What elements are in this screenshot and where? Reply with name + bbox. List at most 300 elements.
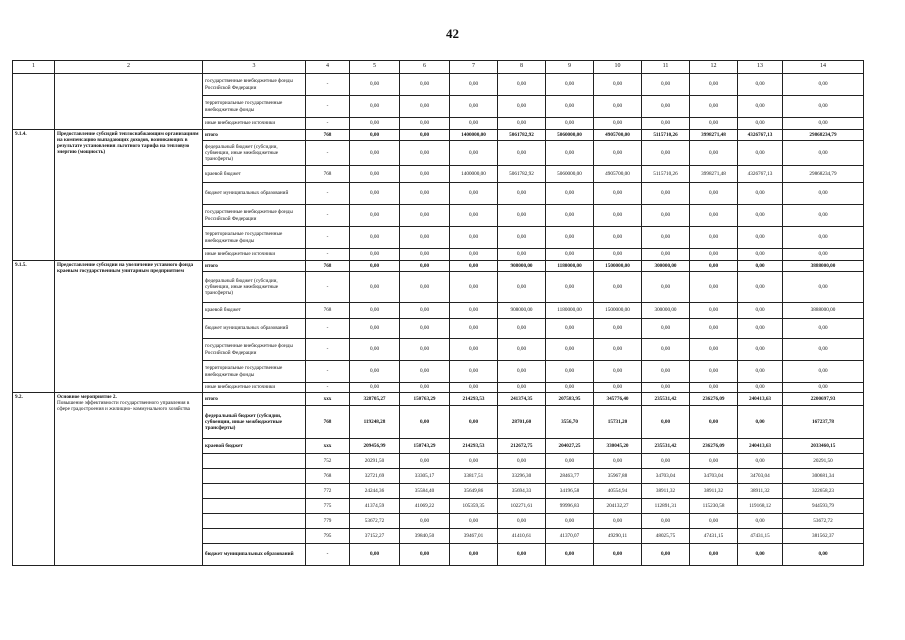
value-cell: 0,00 xyxy=(546,205,594,227)
value-cell: 0,00 xyxy=(783,96,864,118)
value-cell: 0,00 xyxy=(690,514,738,529)
item-code: 9.1.5. xyxy=(13,261,55,393)
value-cell: 0,00 xyxy=(690,118,738,130)
value-cell: 0,00 xyxy=(350,383,400,393)
header-cell-3: 3 xyxy=(203,61,306,74)
source-label: территориальные государственные внебюджетные фонды xyxy=(203,361,306,383)
value-cell: 0,00 xyxy=(546,544,594,566)
source-label: краевой бюджет xyxy=(203,439,306,454)
grbs-code: 768 xyxy=(306,406,350,439)
value-cell: 0,00 xyxy=(400,261,450,272)
item-code: 9.2. xyxy=(13,393,55,566)
source-label: государственные внебюджетные фонды Российской Федерации xyxy=(203,339,306,361)
value-cell: 4905700,00 xyxy=(594,166,642,183)
header-cell-14: 14 xyxy=(783,61,864,74)
value-cell: 0,00 xyxy=(783,141,864,166)
value-cell: 0,00 xyxy=(783,319,864,339)
value-cell: 29868234,79 xyxy=(783,166,864,183)
value-cell: 0,00 xyxy=(690,383,738,393)
header-cell-2: 2 xyxy=(55,61,203,74)
value-cell: 0,00 xyxy=(498,514,546,529)
value-cell: 150763,29 xyxy=(400,393,450,406)
source-label: краевой бюджет xyxy=(203,303,306,319)
value-cell: 0,00 xyxy=(350,261,400,272)
value-cell: 35967,88 xyxy=(594,469,642,484)
value-cell: 0,00 xyxy=(738,319,783,339)
value-cell: 0,00 xyxy=(350,74,400,96)
value-cell: 0,00 xyxy=(783,272,864,303)
value-cell: 28701,60 xyxy=(498,406,546,439)
value-cell: 0,00 xyxy=(690,249,738,261)
value-cell: 0,00 xyxy=(783,339,864,361)
value-cell: 0,00 xyxy=(450,205,498,227)
value-cell: 0,00 xyxy=(738,141,783,166)
value-cell: 0,00 xyxy=(690,454,738,469)
value-cell: 1180000,00 xyxy=(546,261,594,272)
value-cell: 0,00 xyxy=(450,514,498,529)
value-cell: 119248,28 xyxy=(350,406,400,439)
value-cell: 0,00 xyxy=(400,303,450,319)
item-description xyxy=(55,393,203,566)
value-cell: 0,00 xyxy=(738,383,783,393)
value-cell: 0,00 xyxy=(642,96,690,118)
grbs-code: 768 xyxy=(306,261,350,272)
value-cell: 240413,63 xyxy=(738,439,783,454)
value-cell: 4905700,00 xyxy=(594,130,642,141)
value-cell: 0,00 xyxy=(690,303,738,319)
value-cell: 0,00 xyxy=(450,118,498,130)
value-cell: 908000,00 xyxy=(498,261,546,272)
value-cell: 35649,86 xyxy=(450,484,498,499)
value-cell: 236276,09 xyxy=(690,439,738,454)
value-cell: 0,00 xyxy=(450,303,498,319)
value-cell: 0,00 xyxy=(738,272,783,303)
value-cell: 209456,99 xyxy=(350,439,400,454)
value-cell: 150743,29 xyxy=(400,439,450,454)
table-row xyxy=(13,261,864,272)
value-cell: 0,00 xyxy=(642,183,690,205)
grbs-code: 752 xyxy=(306,454,350,469)
value-cell: 53672,72 xyxy=(783,514,864,529)
value-cell: 0,00 xyxy=(783,183,864,205)
value-cell: 207583,95 xyxy=(546,393,594,406)
value-cell: 5061782,92 xyxy=(498,166,546,183)
value-cell: 345776,40 xyxy=(594,393,642,406)
value-cell: 0,00 xyxy=(642,454,690,469)
value-cell: 0,00 xyxy=(400,272,450,303)
value-cell: 105359,35 xyxy=(450,499,498,514)
source-label: федеральный бюджет (субсидии, субвенции, иные межбюджетные трансферты) xyxy=(203,406,306,439)
grbs-code: - xyxy=(306,183,350,205)
value-cell: 28463,77 xyxy=(546,469,594,484)
source-label: иные внебюджетные источники xyxy=(203,118,306,130)
value-cell: 38911,32 xyxy=(690,484,738,499)
source-label xyxy=(203,484,306,499)
value-cell: 0,00 xyxy=(498,249,546,261)
grbs-code: - xyxy=(306,96,350,118)
value-cell: 0,00 xyxy=(400,319,450,339)
value-cell: 381562,37 xyxy=(783,529,864,544)
item-description xyxy=(55,261,203,393)
source-label xyxy=(203,499,306,514)
value-cell: 300681,34 xyxy=(783,469,864,484)
value-cell: 0,00 xyxy=(400,227,450,249)
value-cell: 115230,58 xyxy=(690,499,738,514)
value-cell: 241374,35 xyxy=(498,393,546,406)
item-name: Повышение эффективности государственного управления в сфере градостроения и жилищно- коммунального хозяйства xyxy=(57,400,190,413)
value-cell: 0,00 xyxy=(400,166,450,183)
value-cell: 0,00 xyxy=(450,74,498,96)
value-cell: 99996,83 xyxy=(546,499,594,514)
value-cell: 0,00 xyxy=(400,544,450,566)
value-cell: 2033460,15 xyxy=(783,439,864,454)
value-cell: 0,00 xyxy=(594,514,642,529)
value-cell: 3888000,00 xyxy=(783,303,864,319)
value-cell: 0,00 xyxy=(546,272,594,303)
item-code: 9.1.4. xyxy=(13,130,55,261)
value-cell: 0,00 xyxy=(450,249,498,261)
header-cell-10: 10 xyxy=(594,61,642,74)
value-cell: 0,00 xyxy=(450,361,498,383)
value-cell: 2200697,93 xyxy=(783,393,864,406)
value-cell: 0,00 xyxy=(738,361,783,383)
value-cell: 34703,04 xyxy=(738,469,783,484)
value-cell: 0,00 xyxy=(498,74,546,96)
value-cell: 3556,70 xyxy=(546,406,594,439)
value-cell: 20291,50 xyxy=(783,454,864,469)
value-cell: 0,00 xyxy=(400,406,450,439)
value-cell: 40554,94 xyxy=(594,484,642,499)
value-cell: 0,00 xyxy=(498,272,546,303)
value-cell: 5061782,92 xyxy=(498,130,546,141)
value-cell: 0,00 xyxy=(594,74,642,96)
grbs-code: - xyxy=(306,118,350,130)
value-cell: 0,00 xyxy=(642,544,690,566)
value-cell: 944593,79 xyxy=(783,499,864,514)
grbs-code: 772 xyxy=(306,484,350,499)
value-cell: 34703,04 xyxy=(642,469,690,484)
value-cell: 0,00 xyxy=(783,205,864,227)
value-cell: 0,00 xyxy=(642,272,690,303)
value-cell: 49290,11 xyxy=(594,529,642,544)
grbs-code: 779 xyxy=(306,514,350,529)
value-cell: 0,00 xyxy=(400,130,450,141)
value-cell: 47431,15 xyxy=(690,529,738,544)
grbs-code: 795 xyxy=(306,529,350,544)
grbs-code: - xyxy=(306,249,350,261)
value-cell: 0,00 xyxy=(738,514,783,529)
value-cell: 37152,27 xyxy=(350,529,400,544)
value-cell: 0,00 xyxy=(546,74,594,96)
value-cell: 322658,23 xyxy=(783,484,864,499)
value-cell: 29868234,79 xyxy=(783,130,864,141)
value-cell: 0,00 xyxy=(783,74,864,96)
source-label: бюджет муниципальных образований xyxy=(203,183,306,205)
source-label xyxy=(203,469,306,484)
value-cell: 0,00 xyxy=(400,454,450,469)
value-cell: 328705,27 xyxy=(350,393,400,406)
value-cell: 300000,00 xyxy=(642,303,690,319)
value-cell: 0,00 xyxy=(783,383,864,393)
value-cell: 0,00 xyxy=(450,383,498,393)
value-cell: 0,00 xyxy=(350,544,400,566)
value-cell: 0,00 xyxy=(738,249,783,261)
value-cell: 0,00 xyxy=(450,544,498,566)
value-cell: 0,00 xyxy=(350,272,400,303)
grbs-code: - xyxy=(306,227,350,249)
value-cell: 5060000,00 xyxy=(546,166,594,183)
value-cell: 24244,36 xyxy=(350,484,400,499)
value-cell: 41374,59 xyxy=(350,499,400,514)
grbs-code: 768 xyxy=(306,469,350,484)
item-name: Предоставление субсидий теплоснабжающим организациям на компенсацию выпадающих доходов, возникающих в результате установления льготного тарифа на тепловую энергию (мощность) xyxy=(57,131,199,156)
header-cell-8: 8 xyxy=(498,61,546,74)
value-cell: 41370,07 xyxy=(546,529,594,544)
value-cell: 0,00 xyxy=(738,544,783,566)
value-cell: 0,00 xyxy=(498,361,546,383)
value-cell: 0,00 xyxy=(400,183,450,205)
value-cell: 0,00 xyxy=(350,227,400,249)
source-label: территориальные государственные внебюджетные фонды xyxy=(203,227,306,249)
value-cell: 3998271,48 xyxy=(690,166,738,183)
value-cell: 0,00 xyxy=(642,406,690,439)
value-cell: 0,00 xyxy=(400,205,450,227)
value-cell: 0,00 xyxy=(738,227,783,249)
value-cell: 39840,50 xyxy=(400,529,450,544)
value-cell: 0,00 xyxy=(350,183,400,205)
item-description xyxy=(55,74,203,130)
value-cell: 0,00 xyxy=(738,454,783,469)
header-cell-1: 1 xyxy=(13,61,55,74)
header-cell-12: 12 xyxy=(690,61,738,74)
value-cell: 0,00 xyxy=(498,96,546,118)
value-cell: 0,00 xyxy=(594,361,642,383)
value-cell: 0,00 xyxy=(594,96,642,118)
value-cell: 330045,20 xyxy=(594,439,642,454)
value-cell: 1400000,00 xyxy=(450,166,498,183)
value-cell: 0,00 xyxy=(690,319,738,339)
value-cell: 34703,04 xyxy=(690,469,738,484)
value-cell: 0,00 xyxy=(350,166,400,183)
grbs-code: - xyxy=(306,339,350,361)
value-cell: 0,00 xyxy=(450,141,498,166)
value-cell: 0,00 xyxy=(450,454,498,469)
value-cell: 38911,32 xyxy=(642,484,690,499)
value-cell: 53672,72 xyxy=(350,514,400,529)
source-label: итого xyxy=(203,393,306,406)
value-cell: 0,00 xyxy=(594,272,642,303)
value-cell: 0,00 xyxy=(498,227,546,249)
header-cell-4: 4 xyxy=(306,61,350,74)
value-cell: 0,00 xyxy=(642,339,690,361)
value-cell: 0,00 xyxy=(642,227,690,249)
value-cell: 0,00 xyxy=(546,454,594,469)
table-row xyxy=(13,130,864,141)
value-cell: 0,00 xyxy=(783,249,864,261)
value-cell: 0,00 xyxy=(594,454,642,469)
value-cell: 0,00 xyxy=(690,74,738,96)
value-cell: 0,00 xyxy=(642,319,690,339)
value-cell: 119168,12 xyxy=(738,499,783,514)
grbs-code: - xyxy=(306,319,350,339)
value-cell: 3998271,48 xyxy=(690,130,738,141)
value-cell: 5115710,26 xyxy=(642,130,690,141)
value-cell: 1500000,00 xyxy=(594,303,642,319)
value-cell: 0,00 xyxy=(690,96,738,118)
value-cell: 0,00 xyxy=(350,339,400,361)
value-cell: 0,00 xyxy=(738,261,783,272)
value-cell: 235531,42 xyxy=(642,393,690,406)
value-cell: 0,00 xyxy=(450,272,498,303)
value-cell: 235531,42 xyxy=(642,439,690,454)
grbs-code: - xyxy=(306,205,350,227)
grbs-code: xxx xyxy=(306,439,350,454)
value-cell: 0,00 xyxy=(350,141,400,166)
value-cell: 0,00 xyxy=(498,118,546,130)
value-cell: 35584,40 xyxy=(400,484,450,499)
value-cell: 0,00 xyxy=(498,205,546,227)
value-cell: 41410,61 xyxy=(498,529,546,544)
source-label: иные внебюджетные источники xyxy=(203,249,306,261)
value-cell: 4326767,13 xyxy=(738,130,783,141)
source-label: итого xyxy=(203,261,306,272)
budget-table xyxy=(12,60,864,566)
grbs-code: - xyxy=(306,141,350,166)
value-cell: 0,00 xyxy=(546,227,594,249)
value-cell: 0,00 xyxy=(690,544,738,566)
item-description xyxy=(55,130,203,261)
value-cell: 0,00 xyxy=(642,205,690,227)
item-name: Предоставление субсидии на увеличение уставного фонда краевым государственным унитарным предприятием xyxy=(57,262,194,275)
grbs-code: - xyxy=(306,544,350,566)
value-cell: 0,00 xyxy=(450,183,498,205)
source-label: федеральный бюджет (субсидии, субвенции, иные межбюджетные трансферты) xyxy=(203,272,306,303)
source-label xyxy=(203,514,306,529)
value-cell: 0,00 xyxy=(400,249,450,261)
value-cell: 0,00 xyxy=(594,118,642,130)
value-cell: 0,00 xyxy=(400,96,450,118)
value-cell: 0,00 xyxy=(738,205,783,227)
value-cell: 167237,78 xyxy=(783,406,864,439)
value-cell: 0,00 xyxy=(690,272,738,303)
value-cell: 0,00 xyxy=(498,544,546,566)
value-cell: 38911,32 xyxy=(738,484,783,499)
grbs-code: 768 xyxy=(306,303,350,319)
source-label: государственные внебюджетные фонды Российской Федерации xyxy=(203,74,306,96)
value-cell: 0,00 xyxy=(594,205,642,227)
value-cell: 0,00 xyxy=(498,383,546,393)
value-cell: 0,00 xyxy=(783,227,864,249)
value-cell: 35694,33 xyxy=(498,484,546,499)
value-cell: 0,00 xyxy=(690,183,738,205)
grbs-code: xxx xyxy=(306,393,350,406)
value-cell: 0,00 xyxy=(642,141,690,166)
value-cell: 0,00 xyxy=(738,118,783,130)
value-cell: 0,00 xyxy=(350,130,400,141)
value-cell: 0,00 xyxy=(400,383,450,393)
value-cell: 0,00 xyxy=(594,339,642,361)
grbs-code: - xyxy=(306,74,350,96)
grbs-code: 775 xyxy=(306,499,350,514)
value-cell: 0,00 xyxy=(350,319,400,339)
value-cell: 0,00 xyxy=(400,74,450,96)
value-cell: 0,00 xyxy=(546,361,594,383)
value-cell: 39467,01 xyxy=(450,529,498,544)
value-cell: 20291,50 xyxy=(350,454,400,469)
value-cell: 1400000,00 xyxy=(450,130,498,141)
value-cell: 0,00 xyxy=(594,319,642,339)
value-cell: 0,00 xyxy=(738,183,783,205)
source-label xyxy=(203,454,306,469)
value-cell: 0,00 xyxy=(450,319,498,339)
value-cell: 0,00 xyxy=(450,339,498,361)
value-cell: 214293,53 xyxy=(450,393,498,406)
grbs-code: - xyxy=(306,272,350,303)
value-cell: 0,00 xyxy=(690,141,738,166)
header-cell-13: 13 xyxy=(738,61,783,74)
value-cell: 4326767,13 xyxy=(738,166,783,183)
value-cell: 214293,53 xyxy=(450,439,498,454)
grbs-code: - xyxy=(306,383,350,393)
value-cell: 5060000,00 xyxy=(546,130,594,141)
value-cell: 0,00 xyxy=(738,74,783,96)
value-cell: 0,00 xyxy=(783,361,864,383)
value-cell: 0,00 xyxy=(546,514,594,529)
value-cell: 0,00 xyxy=(594,227,642,249)
value-cell: 204027,25 xyxy=(546,439,594,454)
value-cell: 0,00 xyxy=(498,454,546,469)
value-cell: 0,00 xyxy=(546,183,594,205)
value-cell: 0,00 xyxy=(690,339,738,361)
source-label: бюджет муниципальных образований xyxy=(203,319,306,339)
value-cell: 0,00 xyxy=(642,118,690,130)
value-cell: 0,00 xyxy=(546,319,594,339)
value-cell: 15731,20 xyxy=(594,406,642,439)
value-cell: 908000,00 xyxy=(498,303,546,319)
value-cell: 0,00 xyxy=(350,249,400,261)
value-cell: 0,00 xyxy=(642,514,690,529)
value-cell: 0,00 xyxy=(400,514,450,529)
value-cell: 0,00 xyxy=(783,118,864,130)
value-cell: 33305,17 xyxy=(400,469,450,484)
value-cell: 0,00 xyxy=(546,141,594,166)
value-cell: 0,00 xyxy=(642,74,690,96)
value-cell: 0,00 xyxy=(738,406,783,439)
source-label: территориальные государственные внебюджетные фонды xyxy=(203,96,306,118)
value-cell: 0,00 xyxy=(400,339,450,361)
value-cell: 0,00 xyxy=(738,339,783,361)
source-label: итого xyxy=(203,130,306,141)
value-cell: 0,00 xyxy=(594,249,642,261)
header-cell-11: 11 xyxy=(642,61,690,74)
value-cell: 0,00 xyxy=(738,303,783,319)
value-cell: 33817,51 xyxy=(450,469,498,484)
source-label: бюджет муниципальных образований xyxy=(203,544,306,566)
value-cell: 0,00 xyxy=(350,361,400,383)
value-cell: 0,00 xyxy=(400,141,450,166)
value-cell: 0,00 xyxy=(642,249,690,261)
value-cell: 1180000,00 xyxy=(546,303,594,319)
value-cell: 0,00 xyxy=(498,339,546,361)
header-cell-5: 5 xyxy=(350,61,400,74)
header-cell-9: 9 xyxy=(546,61,594,74)
table-row xyxy=(13,393,864,406)
header-cell-7: 7 xyxy=(450,61,498,74)
grbs-code: 768 xyxy=(306,130,350,141)
value-cell: 0,00 xyxy=(350,303,400,319)
value-cell: 0,00 xyxy=(450,96,498,118)
value-cell: 1500000,00 xyxy=(594,261,642,272)
